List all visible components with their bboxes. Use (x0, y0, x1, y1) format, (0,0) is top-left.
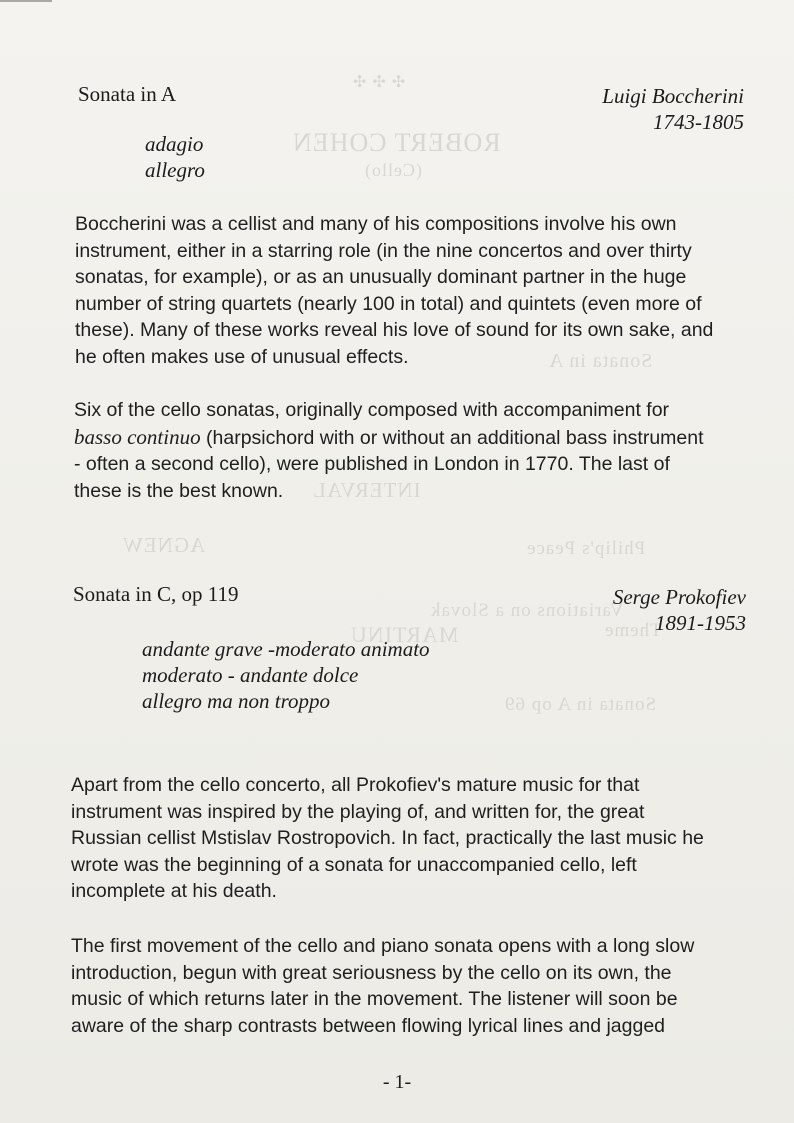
paragraph (71, 933, 694, 1039)
paragraph (71, 772, 704, 905)
text-line: Six of the cello sonatas, originally composed with accompaniment for (74, 399, 670, 421)
paragraph (75, 211, 713, 370)
bleed-through-sub: (Cello) (364, 160, 422, 180)
composer-dates: 1743-1805 (653, 110, 744, 134)
movement: andante grave -moderato animato (142, 637, 430, 661)
bleed-through-ornament: ✣ ✣ ✣ (352, 74, 406, 91)
text-line: - often a second cello), were published in London in 1770. The last of (74, 453, 670, 475)
text-line: incomplete at his death. (71, 880, 277, 902)
page-number: - 1- (382, 1071, 412, 1093)
bleed-through-peace: Philip's Peace (526, 538, 646, 559)
piece-title: Sonata in C, op 119 (73, 582, 239, 606)
text-line (74, 424, 704, 452)
bleed-through-agnew: AGNEW (122, 533, 206, 557)
text-line: wrote was the beginning of a sonata for unaccompanied cello, left (71, 853, 637, 876)
composer-credit (613, 584, 746, 636)
composer-name: Serge Prokofiev (612, 585, 746, 609)
composer-name: Luigi Boccherini (602, 84, 744, 108)
bleed-through-sonata69: Sonata in A op 69 (504, 694, 657, 715)
text-span: (harpsichord with or without an additional bass instrument (200, 426, 704, 449)
movement: adagio (145, 132, 204, 156)
bleed-through-martinu: MARTINU (350, 622, 459, 647)
text-line: sonatas, for example), or as an unusually dominant partner in the huge (75, 266, 687, 288)
movement: allegro ma non troppo (142, 689, 331, 713)
composer-credit (602, 83, 744, 135)
text-line: The first movement of the cello and piano sonata opens with a long slow (71, 935, 695, 957)
text-line: number of string quartets (nearly 100 in total) and quintets (even more of (75, 292, 702, 315)
piece-title: Sonata in A (78, 82, 176, 106)
text-line: aware of the sharp contrasts between flowing lyrical lines and jagged (71, 1014, 666, 1037)
text-line: introduction, begun with great seriousness by the cello on its own, the (71, 961, 672, 984)
text-line: music of which returns later in the movement. The listener will soon be (71, 988, 678, 1010)
paragraph (74, 397, 704, 504)
movement-list (145, 131, 205, 183)
text-line: these is the best known. (74, 479, 284, 502)
bleed-through-slovak: Variations on a Slovak (430, 600, 624, 621)
text-line: Apart from the cello concerto, all Prokofiev's mature music for that (71, 774, 640, 796)
bleed-through-theme: Theme (604, 620, 662, 641)
movement-list (142, 636, 430, 714)
bleed-through-interval: INTERVAL (312, 478, 421, 502)
bleed-through-heading: ROBERT COHEN (292, 128, 501, 157)
text-line: these). Many of these works reveal his love of sound for its own sake, and (75, 319, 714, 341)
composer-dates: 1891-1953 (655, 611, 746, 635)
corner-mark (0, 0, 52, 2)
text-line: he often makes use of unusual effects. (75, 345, 409, 368)
italic-term: basso continuo (74, 424, 201, 449)
bleed-through-line-1: Sonata in A (548, 350, 653, 372)
movement: moderato - andante dolce (142, 663, 359, 687)
movement: allegro (145, 158, 205, 182)
text-line: instrument was inspired by the playing of, and written for, the great (71, 800, 645, 823)
text-line: Boccherini was a cellist and many of his compositions involve his own (75, 213, 677, 235)
text-line: Russian cellist Mstislav Rostropovich. In fact, practically the last music he (71, 827, 704, 849)
text-line: instrument, either in a starring role (in the nine concertos and over thirty (75, 239, 692, 262)
